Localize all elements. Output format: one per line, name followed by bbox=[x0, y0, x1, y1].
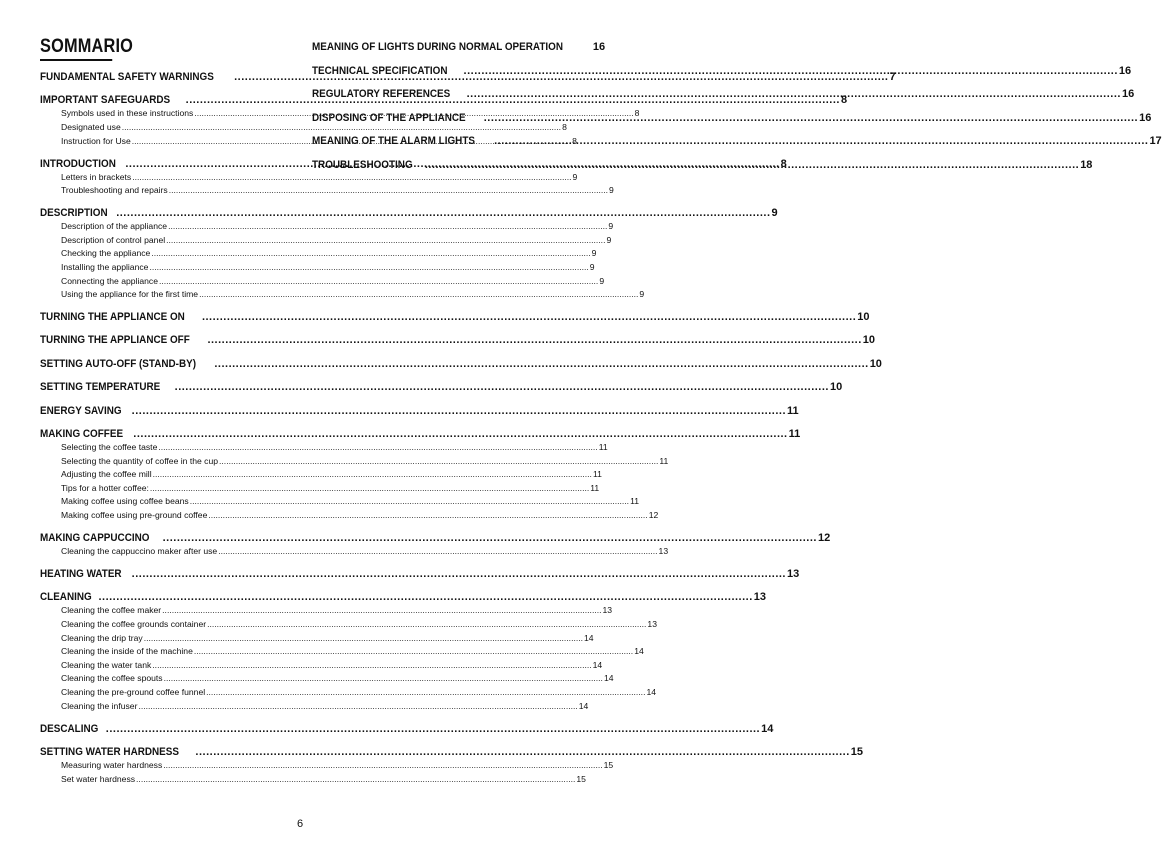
dot-leader bbox=[206, 686, 645, 700]
toc-right-column bbox=[312, 40, 1162, 182]
toc-section-description bbox=[40, 206, 778, 302]
toc-entry[interactable] bbox=[40, 310, 870, 324]
toc-entry-page: 17 bbox=[1149, 135, 1162, 148]
toc-subentry-page: 11 bbox=[598, 442, 608, 453]
toc-subentry-title: Designated use bbox=[61, 121, 121, 132]
toc-subentry-page: 9 bbox=[608, 221, 614, 232]
toc-entry[interactable] bbox=[40, 745, 864, 759]
toc-subentry-page: 14 bbox=[646, 686, 657, 697]
toc-entry-title: REGULATORY REFERENCES bbox=[312, 88, 451, 101]
toc-section-regulatory-references bbox=[312, 87, 1135, 101]
toc-section-disposing-of-the-appliance bbox=[312, 111, 1152, 125]
toc-subentry-title: Cleaning the water tank bbox=[61, 659, 152, 670]
toc-subentry-page: 14 bbox=[592, 659, 603, 670]
toc-subentry[interactable] bbox=[40, 261, 595, 275]
toc-entry-page: 16 bbox=[1139, 111, 1152, 124]
dot-leader bbox=[106, 722, 760, 736]
toc-entry-page: 16 bbox=[1118, 64, 1132, 77]
toc-section-meaning-of-the-alarm-lights bbox=[312, 134, 1162, 148]
toc-entry-title: CLEANING bbox=[40, 591, 92, 604]
toc-section-turning-the-appliance-off bbox=[40, 333, 876, 347]
dot-leader bbox=[153, 468, 592, 482]
toc-subentry-page: 13 bbox=[602, 605, 613, 616]
toc-entry-page: 13 bbox=[787, 567, 800, 580]
dot-leader bbox=[168, 220, 607, 234]
toc-entry-page: 10 bbox=[829, 381, 843, 394]
dot-leader bbox=[150, 482, 589, 496]
dot-leader bbox=[425, 158, 1079, 172]
toc-entry-page: 10 bbox=[862, 334, 876, 347]
toc-entry-page: 11 bbox=[788, 428, 801, 441]
toc-entry-page: 13 bbox=[753, 591, 767, 604]
toc-subentry[interactable] bbox=[40, 275, 605, 289]
toc-subentry-page: 11 bbox=[590, 482, 600, 493]
toc-section-setting-auto-off-stand-by bbox=[40, 357, 882, 371]
toc-entry-title: TROUBLESHOOTING bbox=[312, 158, 413, 171]
toc-subentry-page: 11 bbox=[659, 455, 669, 466]
toc-subentry[interactable] bbox=[40, 773, 586, 787]
toc-subentry-title: Cleaning the inside of the machine bbox=[61, 646, 193, 657]
toc-subentry-title: Set water hardness bbox=[61, 773, 136, 784]
dot-leader bbox=[163, 759, 602, 773]
dot-leader bbox=[219, 455, 658, 469]
toc-subentry-title: Making coffee using coffee beans bbox=[61, 496, 189, 507]
toc-subentry-page: 15 bbox=[576, 773, 586, 784]
toc-subentry[interactable] bbox=[40, 468, 602, 482]
toc-subentry-title: Description of the appliance bbox=[61, 221, 168, 232]
dot-leader bbox=[144, 632, 583, 646]
dot-leader bbox=[98, 590, 752, 604]
toc-entry[interactable] bbox=[40, 206, 778, 220]
toc-subentry-page: 9 bbox=[572, 171, 578, 182]
dot-leader bbox=[199, 288, 638, 302]
toc-subentry-page: 14 bbox=[584, 632, 594, 643]
toc-subentry-page: 8 bbox=[562, 121, 567, 132]
toc-entry-page: 10 bbox=[857, 311, 870, 324]
toc-subentry-page: 13 bbox=[647, 618, 657, 629]
toc-subentry-title: Selecting the quantity of coffee in the cup bbox=[61, 455, 219, 466]
dot-leader bbox=[207, 333, 861, 347]
toc-subentry-title: Instruction for Use bbox=[61, 135, 131, 146]
dot-leader bbox=[464, 64, 1118, 78]
toc-subentry[interactable] bbox=[40, 700, 589, 714]
document-title: SOMMARIO bbox=[40, 36, 112, 61]
toc-subentry-title: Cleaning the drip tray bbox=[61, 632, 143, 643]
toc-subentry[interactable] bbox=[40, 441, 608, 455]
toc-entry[interactable] bbox=[312, 87, 1135, 101]
toc-entry-page: 16 bbox=[1121, 88, 1135, 101]
dot-leader bbox=[132, 404, 786, 418]
toc-entry-page: 18 bbox=[1080, 158, 1093, 171]
toc-subentry-page: 14 bbox=[578, 700, 589, 711]
toc-subentry-title: Cleaning the infuser bbox=[61, 700, 138, 711]
dot-leader bbox=[169, 184, 608, 198]
toc-section-troubleshooting bbox=[312, 158, 1093, 172]
toc-entry-title: MAKING CAPPUCCINO bbox=[40, 532, 150, 544]
toc-subentry-page: 15 bbox=[603, 759, 614, 770]
toc-entry[interactable] bbox=[312, 134, 1162, 148]
toc-subentry-page: 9 bbox=[591, 248, 597, 259]
dot-leader bbox=[494, 134, 1148, 148]
toc-entry-title: TURNING THE APPLIANCE OFF bbox=[40, 334, 190, 347]
dot-leader bbox=[208, 509, 647, 523]
dot-leader bbox=[202, 310, 856, 324]
toc-subentry-title: Cleaning the coffee spouts bbox=[61, 673, 163, 684]
toc-subentry[interactable] bbox=[40, 234, 612, 248]
toc-subentry[interactable] bbox=[40, 288, 645, 302]
toc-subentry-title: Selecting the coffee taste bbox=[61, 442, 158, 453]
toc-subentry[interactable] bbox=[40, 121, 567, 135]
dot-leader bbox=[195, 745, 849, 759]
dot-leader bbox=[194, 645, 633, 659]
toc-subentry-page: 9 bbox=[599, 275, 605, 286]
dot-leader bbox=[136, 773, 575, 787]
toc-entry-title: SETTING TEMPERATURE bbox=[40, 381, 161, 394]
toc-subentry-page: 9 bbox=[606, 234, 612, 245]
toc-subentry-title: Cleaning the coffee maker bbox=[61, 605, 162, 616]
toc-subentry[interactable] bbox=[40, 604, 613, 618]
toc-subentry-title: Cleaning the cappuccino maker after use bbox=[61, 546, 218, 556]
toc-subentry-page: 11 bbox=[630, 496, 639, 507]
toc-section-cleaning bbox=[40, 590, 767, 713]
toc-subentry[interactable] bbox=[40, 659, 603, 673]
toc-entry[interactable] bbox=[312, 40, 606, 54]
toc-entry-title: MAKING COFFEE bbox=[40, 428, 124, 441]
toc-section-turning-the-appliance-on bbox=[40, 310, 870, 324]
toc-entry-title: TURNING THE APPLIANCE ON bbox=[40, 311, 185, 324]
toc-subentry-title: Adjusting the coffee mill bbox=[61, 469, 152, 480]
toc-entry-page: 15 bbox=[850, 745, 864, 758]
toc-subentry-title: Letters in brackets bbox=[61, 171, 132, 182]
toc-entry[interactable] bbox=[40, 333, 876, 347]
toc-subentry-title: Tips for a hotter coffee: bbox=[61, 482, 149, 493]
toc-subentry[interactable] bbox=[40, 184, 614, 198]
toc-subentry-title: Using the appliance for the first time bbox=[61, 289, 199, 300]
toc-subentry[interactable] bbox=[40, 171, 578, 185]
toc-section-meaning-of-lights-during-normal-operation bbox=[312, 40, 606, 54]
toc-entry[interactable] bbox=[40, 531, 831, 545]
dot-leader bbox=[207, 618, 646, 632]
dot-leader bbox=[116, 206, 770, 220]
toc-entry[interactable] bbox=[40, 722, 774, 736]
toc-subentry-page: 9 bbox=[639, 289, 645, 300]
toc-subentry-page: 9 bbox=[589, 261, 595, 272]
toc-section-setting-temperature bbox=[40, 380, 843, 394]
dot-leader bbox=[484, 111, 1138, 125]
toc-subentry-title: Troubleshooting and repairs bbox=[61, 185, 168, 196]
toc-entry-page: 10 bbox=[869, 357, 882, 370]
toc-entry-title: INTRODUCTION bbox=[40, 157, 116, 170]
dot-leader bbox=[151, 247, 590, 261]
toc-subentry-page: 11 bbox=[592, 469, 602, 480]
toc-entry-page: 8 bbox=[780, 157, 787, 170]
toc-entry-title: IMPORTANT SAFEGUARDS bbox=[40, 94, 171, 107]
dot-leader bbox=[163, 531, 817, 545]
toc-entry-title: DISPOSING OF THE APPLIANCE bbox=[312, 111, 466, 124]
toc-entry-title: SETTING WATER HARDNESS bbox=[40, 745, 179, 758]
toc-subentry-page: 14 bbox=[603, 673, 614, 684]
toc-entry-title: ENERGY SAVING bbox=[40, 404, 122, 417]
toc-entry[interactable] bbox=[312, 64, 1132, 78]
toc-entry[interactable] bbox=[40, 404, 799, 418]
toc-entry[interactable] bbox=[40, 567, 800, 581]
dot-leader bbox=[149, 261, 588, 275]
dot-leader bbox=[190, 495, 629, 509]
toc-entry-page: 16 bbox=[592, 41, 606, 53]
toc-subentry[interactable] bbox=[40, 220, 614, 234]
toc-subentry-title: Installing the appliance bbox=[61, 261, 149, 272]
toc-section-setting-water-hardness bbox=[40, 745, 864, 786]
toc-subentry-page: 12 bbox=[648, 510, 659, 521]
dot-leader bbox=[159, 275, 598, 289]
dot-leader bbox=[162, 604, 601, 618]
dot-leader bbox=[164, 672, 603, 686]
toc-subentry-title: Symbols used in these instructions bbox=[61, 108, 194, 119]
toc-entry-title: MEANING OF LIGHTS DURING NORMAL OPERATION bbox=[312, 41, 563, 53]
toc-subentry-page: 9 bbox=[609, 185, 614, 196]
toc-entry[interactable] bbox=[40, 380, 843, 394]
toc-subentry[interactable] bbox=[40, 495, 639, 509]
toc-entry[interactable] bbox=[40, 590, 767, 604]
page-number: 6 bbox=[296, 818, 304, 830]
dot-leader bbox=[166, 234, 605, 248]
toc-subentry[interactable] bbox=[40, 618, 657, 632]
toc-subentry-title: Connecting the appliance bbox=[61, 275, 158, 286]
toc-entry[interactable] bbox=[312, 158, 1093, 172]
toc-subentry-title: Description of control panel bbox=[61, 234, 166, 245]
toc-section-making-cappuccino bbox=[40, 531, 831, 559]
toc-entry-title: FUNDAMENTAL SAFETY WARNINGS bbox=[40, 71, 214, 83]
toc-subentry-title: Making coffee using pre-ground coffee bbox=[61, 510, 208, 521]
dot-leader bbox=[158, 441, 597, 455]
dot-leader bbox=[467, 87, 1121, 101]
dot-leader bbox=[218, 545, 657, 559]
toc-subentry[interactable] bbox=[40, 759, 614, 773]
toc-subentry[interactable] bbox=[40, 247, 597, 261]
toc-section-making-coffee bbox=[40, 427, 801, 523]
toc-entry[interactable] bbox=[40, 357, 882, 371]
toc-section-technical-specification bbox=[312, 64, 1132, 78]
toc-subentry-page: 13 bbox=[658, 546, 669, 556]
toc-entry-page: 11 bbox=[787, 404, 799, 417]
toc-subentry-title: Cleaning the coffee grounds container bbox=[61, 618, 207, 629]
toc-entry-title: DESCALING bbox=[40, 722, 99, 735]
toc-entry-title: TECHNICAL SPECIFICATION bbox=[312, 64, 448, 77]
toc-subentry-title: Cleaning the pre-ground coffee funnel bbox=[61, 686, 206, 697]
toc-subentry[interactable] bbox=[40, 455, 669, 469]
dot-leader bbox=[152, 659, 591, 673]
dot-leader bbox=[133, 427, 787, 441]
toc-entry-page: 7 bbox=[889, 71, 896, 83]
toc-subentry[interactable] bbox=[40, 686, 657, 700]
toc-subentry[interactable] bbox=[40, 545, 669, 559]
toc-subentry-title: Measuring water hardness bbox=[61, 759, 163, 770]
dot-leader bbox=[214, 357, 868, 371]
dot-leader bbox=[138, 700, 577, 714]
toc-entry-page: 9 bbox=[771, 207, 778, 220]
toc-section-energy-saving bbox=[40, 404, 799, 418]
dot-leader bbox=[132, 567, 786, 581]
toc-entry-title: SETTING AUTO-OFF (STAND-BY) bbox=[40, 357, 197, 370]
toc-section-heating-water bbox=[40, 567, 800, 581]
toc-section-introduction bbox=[40, 157, 787, 198]
toc-subentry[interactable] bbox=[40, 632, 594, 646]
toc-subentry[interactable] bbox=[40, 645, 644, 659]
toc-subentry[interactable] bbox=[40, 672, 614, 686]
toc-section-descaling bbox=[40, 722, 774, 736]
toc-subentry[interactable] bbox=[40, 509, 659, 523]
toc-subentry-page: 8 bbox=[572, 135, 577, 146]
toc-subentry-title: Checking the appliance bbox=[61, 248, 151, 259]
toc-entry[interactable] bbox=[312, 111, 1152, 125]
toc-entry-title: MEANING OF THE ALARM LIGHTS bbox=[312, 135, 475, 148]
toc-entry-title: HEATING WATER bbox=[40, 567, 122, 580]
toc-entry[interactable] bbox=[40, 427, 801, 441]
toc-subentry[interactable] bbox=[40, 482, 600, 496]
toc-entry-title: DESCRIPTION bbox=[40, 207, 108, 220]
dot-leader bbox=[175, 380, 829, 394]
toc-subentry-page: 14 bbox=[634, 646, 644, 657]
toc-entry-page: 14 bbox=[761, 722, 774, 735]
toc-entry-page: 8 bbox=[840, 94, 848, 107]
toc-entry-page: 12 bbox=[817, 532, 831, 544]
toc-subentry-page: 8 bbox=[634, 108, 640, 119]
